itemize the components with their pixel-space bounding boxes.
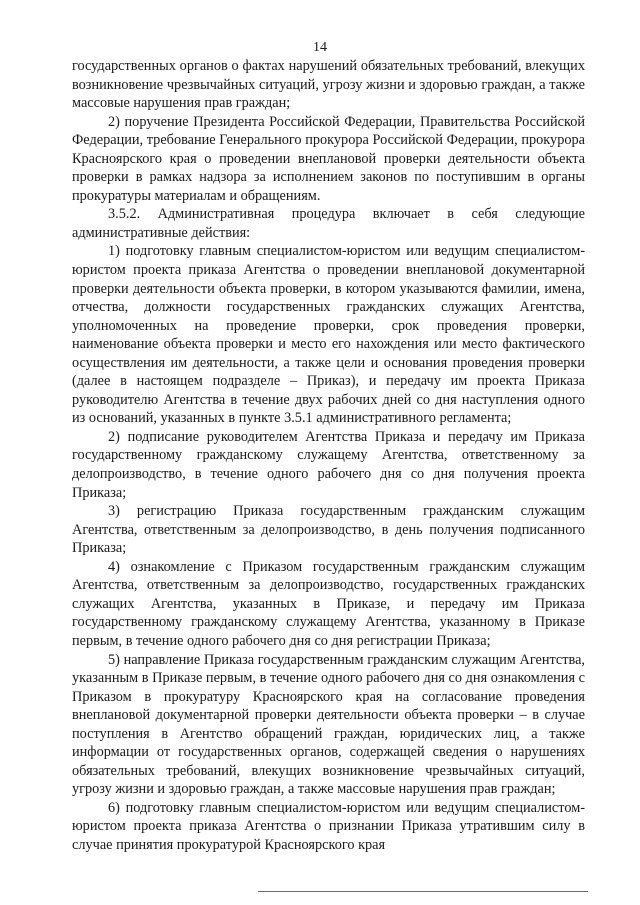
document-body xyxy=(72,57,585,855)
paragraph-action-2: 2) подписание руководителем Агентства Приказа и передачу им Приказа государственному гражданскому служащему Агентства, ответственному за делопроизводство, в течение одного рабочего дня со дня получения проекта Приказа; xyxy=(72,428,585,501)
paragraph-action-1: 1) подготовку главным специалистом-юристом или ведущим специалистом-юристом проекта приказа Агентства о проведении внеплановой документарной проверки деятельности объекта проверки, в котором указываются фамилии, имена, отчества, должности государственных гражданских служащих Агентства, уполномоченных на проведение проверки, срок проведения проверки, наименование объекта проверки и место его нахождения или место фактического осуществления им деятельности, а также цели и основания проведения проверки (далее в настоящем подразделе – Приказ), и передачу им проекта Приказа руководителю Агентства в течение двух рабочих дней со дня наступления одного из оснований, указанных в пункте 3.5.1 административного регламента; xyxy=(72,243,585,427)
paragraph-section-3-5-2: 3.5.2. Административная процедура включает в себя следующие административные действия: xyxy=(72,206,585,241)
paragraph-continuation: государственных органов о фактах нарушений обязательных требований, влекущих возникновение чрезвычайных ситуаций, угрозу жизни и здоровью граждан, а также массовые нарушения прав граждан; xyxy=(72,58,585,112)
paragraph-action-6: 6) подготовку главным специалистом-юристом или ведущим специалистом-юристом проекта приказа Агентства о признании Приказа утратившим силу в случае принятия прокуратурой Красноярского края xyxy=(72,799,585,853)
paragraph-action-3: 3) регистрацию Приказа государственным гражданским служащим Агентства, ответственным за делопроизводство, в день получения подписанного Приказа; xyxy=(72,503,585,557)
paragraph-item-2: 2) поручение Президента Российской Федерации, Правительства Российской Федерации, требование Генерального прокурора Российской Федерации, прокурора Красноярского края о проведении внеплановой проверки деятельности объекта проверки в рамках надзора за исполнением законов по поступившим в органы прокуратуры материалам и обращениям. xyxy=(72,113,585,204)
page-number: 14 xyxy=(313,40,327,55)
paragraph-action-5: 5) направление Приказа государственным гражданским служащим Агентства, указанным в Приказе первым, в течение одного рабочего дня со дня ознакомления с Приказом в прокуратуру Красноярского края на согласование проведения внеплановой документарной проверки деятельности объекта проверки – в случае поступления в Агентство обращений граждан, юридических лиц, а также информации от государственных органов, содержащей сведения о нарушениях обязательных требований, влекущих возникновение чрезвычайных ситуаций, угрозу жизни и здоровью граждан, а также массовые нарушения прав граждан; xyxy=(72,651,585,798)
page-bottom-divider xyxy=(258,891,588,892)
paragraph-action-4: 4) ознакомление с Приказом государственным гражданским служащим Агентства, ответственным за делопроизводство, государственных гражданских служащих Агентства, указанных в Приказе, и передачу им Приказа государственному гражданскому служащему Агентства, указанному в Приказе первым, в течение одного рабочего дня со дня регистрации Приказа; xyxy=(72,558,585,649)
